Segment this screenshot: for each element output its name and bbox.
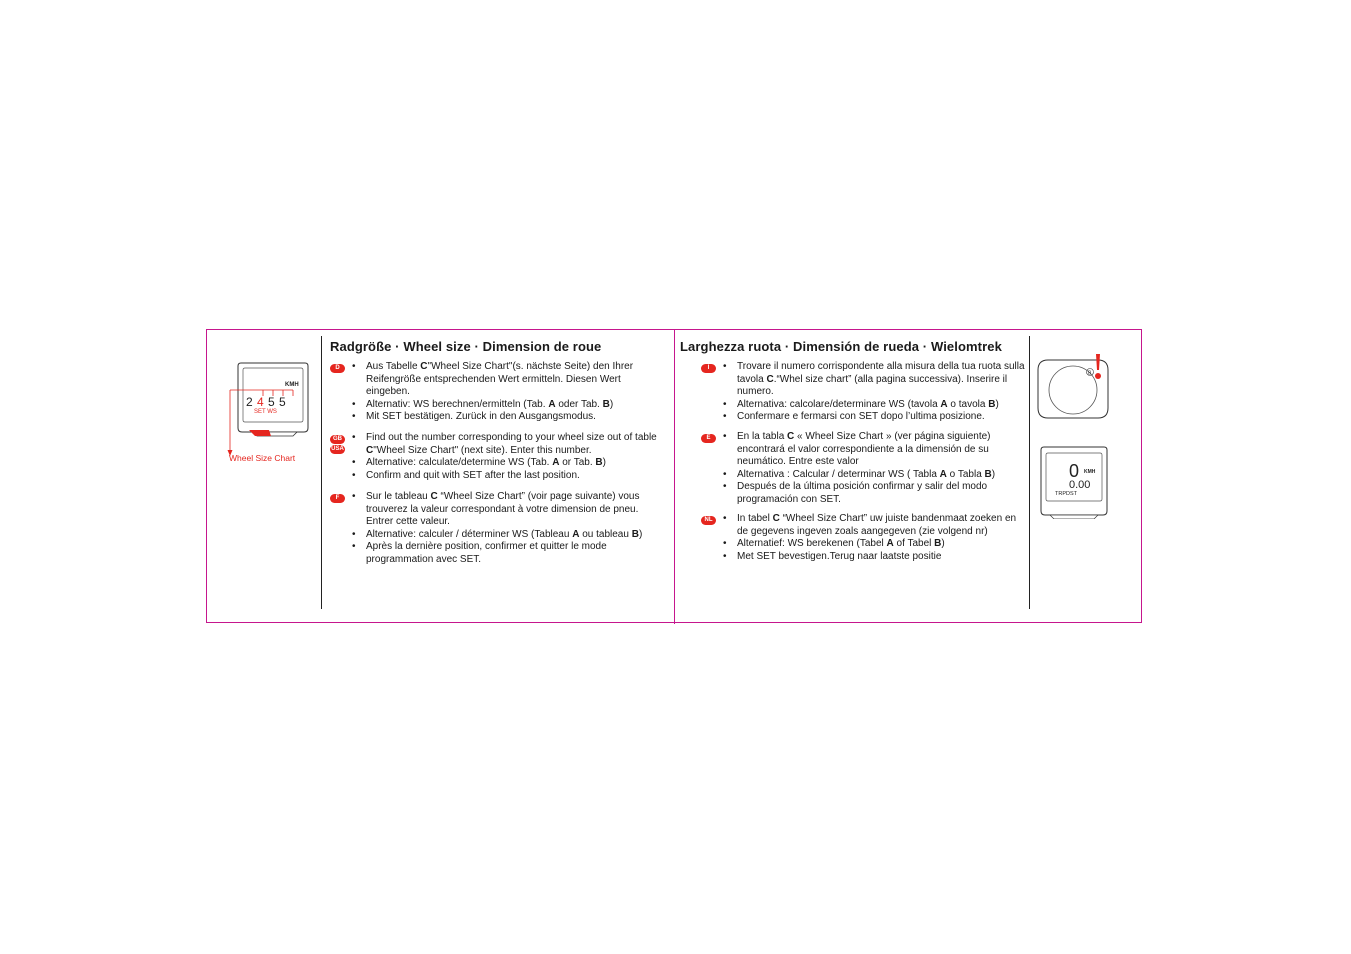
instruction-item: • Mit SET bestätigen. Zurück in den Ausgangsmodus. — [352, 411, 665, 424]
table-reference: A — [886, 538, 894, 549]
lcd-digit-3: 5 — [268, 395, 275, 409]
table-reference: A — [552, 457, 560, 468]
instruction-item: • Met SET bevestigen.Terug naar laatste positie — [723, 551, 1026, 564]
instruction-item: • Find out the number corresponding to your wheel size out of table C"Wheel Size Chart" (next site). Enter this number. — [352, 432, 665, 457]
table-reference: A — [548, 398, 556, 410]
table-reference: C — [366, 444, 374, 456]
language-badge: E — [701, 434, 716, 443]
button-letter-b-icon: B — [1088, 370, 1092, 377]
lcd-digit-4: 5 — [279, 395, 286, 409]
wheel-size-chart-caption: Wheel Size Chart — [229, 453, 296, 463]
instruction-list — [723, 513, 1026, 563]
right-section-title: Larghezza ruota · Dimensión de rueda · Wielomtrek — [680, 339, 1002, 354]
instruction-list — [352, 361, 665, 424]
instruction-item: • Confirm and quit with SET after the last position. — [352, 470, 665, 483]
lcd-distance: 0.00 — [1069, 479, 1091, 491]
instruction-item: • Alternativa : Calcular / determinar WS ( Tabla A o Tabla B) — [723, 469, 1026, 482]
instruction-item: • En la tabla C « Wheel Size Chart » (ver página siguiente) encontrará el valor correspondiente a la dimensión de su neumático. Entre este valor — [723, 431, 1026, 469]
instruction-item: • Alternative: calculer / déterminer WS (Tableau A ou tableau B) — [352, 529, 665, 542]
instruction-item: • Sur le tableau C “Wheel Size Chart” (voir page suivante) vous trouverez la valeur correspondant à votre dimension de pneu. Entrer cette valeur. — [352, 491, 665, 529]
instruction-item: • Confermare e fermarsi con SET dopo l’ultima posizione. — [723, 411, 1026, 424]
language-badge: F — [330, 494, 345, 503]
table-reference: A — [572, 528, 580, 540]
table-reference: B — [631, 528, 639, 540]
lcd-unit-right: KMH — [1084, 469, 1096, 475]
left-section-title: Radgröße · Wheel size · Dimension de roue — [330, 339, 602, 354]
table-reference: A — [939, 468, 947, 480]
table-reference: C — [772, 513, 780, 524]
lcd-digit-1: 2 — [246, 395, 253, 409]
table-reference: B — [988, 398, 996, 410]
table-reference: C — [430, 491, 438, 502]
lcd-trip-label: TRPDST — [1055, 491, 1077, 497]
column-divider-right — [1029, 336, 1030, 609]
table-reference: B — [984, 468, 992, 480]
computer-trip-display-illustration — [1036, 443, 1112, 519]
table-reference: B — [934, 538, 942, 549]
instruction-item: • Trovare il numero corrispondente alla misura della tua ruota sulla tavola C.“Whel size chart” (alla pagina successiva). Inserire il numero. — [723, 361, 1026, 399]
instruction-list — [352, 432, 665, 482]
instruction-list — [723, 361, 1026, 424]
language-badge: USA — [331, 446, 344, 452]
table-reference: C — [420, 361, 428, 372]
page-fold-divider — [674, 330, 675, 624]
lcd-set-ws-label: SET WS — [254, 409, 277, 415]
instruction-item: • Después de la última posición confirmar y salir del modo programación con SET. — [723, 481, 1026, 506]
lcd-speed: 0 — [1069, 461, 1080, 481]
instruction-item: • Alternative: calculate/determine WS (Tab. A or Tab. B) — [352, 457, 665, 470]
table-reference: C — [787, 431, 795, 442]
language-badge: NL — [701, 516, 716, 525]
language-badge: D — [330, 364, 345, 373]
sensor-button-illustration — [1034, 350, 1114, 422]
instruction-list — [723, 431, 1026, 506]
column-divider-left — [321, 336, 322, 609]
instruction-item: • Alternativ: WS berechnen/ermitteln (Tab. A oder Tab. B) — [352, 399, 665, 412]
language-badge: GB — [330, 435, 345, 444]
instruction-item: • Alternatief: WS berekenen (Tabel A of Tabel B) — [723, 538, 1026, 551]
language-badge: I — [701, 364, 716, 373]
instruction-list — [352, 491, 665, 566]
instruction-item: • Après la dernière position, confirmer et quitter le mode programmation avec SET. — [352, 541, 665, 566]
table-reference: C — [766, 373, 774, 385]
instruction-item: • Aus Tabelle C"Wheel Size Chart"(s. nächste Seite) den Ihrer Reifengröße entsprechenden Wert ermitteln. Diesen Wert eingeben. — [352, 361, 665, 399]
table-reference: A — [940, 398, 948, 410]
instruction-item: • In tabel C “Wheel Size Chart” uw juiste bandenmaat zoeken en de gegevens ingeven zoals aangegeven (zie volgend nr) — [723, 513, 1026, 538]
computer-wheel-size-illustration — [225, 360, 315, 460]
lcd-unit: KMH — [285, 382, 299, 388]
table-reference: B — [595, 457, 603, 468]
instruction-item: • Alternativa: calcolare/determinare WS (tavola A o tavola B) — [723, 399, 1026, 412]
table-reference: B — [602, 398, 610, 410]
lcd-digit-2: 4 — [257, 395, 264, 409]
